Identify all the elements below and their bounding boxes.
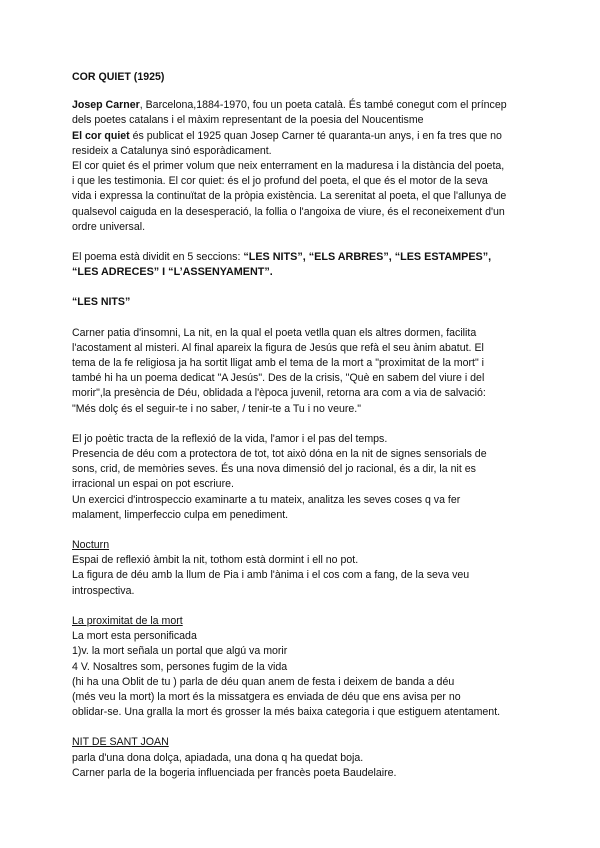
- nocturn-section: [72, 538, 540, 599]
- intro-line-1: [72, 98, 540, 113]
- paragraph-line: irracional un espai on pot escriure.: [72, 478, 234, 491]
- paragraph-line: morir",la presència de Déu, oblidada a l'època juvenil, retorna ara com a via de salvació:: [72, 387, 486, 400]
- sant-joan-heading: NIT DE SANT JOAN: [72, 736, 169, 749]
- paragraph-line: tema de la fe religiosa ja ha sortit lligat amb el tema de la mort a "proximitat de la mort" i: [72, 357, 485, 370]
- sections-prefix: El poema està dividit en 5 seccions:: [72, 251, 244, 264]
- paragraph-line: parla d'una dona dolça, apiadada, una dona q ha quedat boja.: [72, 751, 364, 764]
- intro-line-1-text: , Barcelona,1884-1970, fou un poeta català. És també conegut com el príncep: [139, 99, 507, 112]
- paragraph-line: (més veu la mort) la mort és la missatgera es enviada de déu que ens avisa per no: [72, 690, 461, 703]
- sections-list-1: “LES NITS”, “ELS ARBRES”, “LES ESTAMPES”,: [243, 251, 492, 264]
- sections-line-1: [72, 250, 540, 265]
- paragraph-line: malament, limperfeccio culpa em penediment.: [72, 508, 289, 521]
- sections-list-2: “LES ADRECES” I “L’ASSENYAMENT”.: [72, 266, 273, 279]
- intro-line-4: resideix a Catalunya sinó esporàdicament.: [72, 144, 272, 157]
- intro-para2-line: vida i expressa la continuïtat de la pròpia existència. La serenitat al poeta, el que l'allunya de: [72, 190, 507, 203]
- les-nits-heading: “LES NITS”: [72, 296, 131, 309]
- intro-para2-line: qualsevol caiguda en la desesperació, la follia o l'angoixa de viure, és el reconeixement d'un: [72, 205, 505, 218]
- paragraph-line: oblidar-se. Una gralla la mort és grosser la més baixa categoria i que estiguem atentament.: [72, 706, 501, 719]
- intro-para2-line: ordre universal.: [72, 220, 146, 233]
- intro-section: [72, 98, 540, 235]
- proximitat-heading: La proximitat de la mort: [72, 614, 183, 627]
- sant-joan-section: [72, 735, 540, 781]
- paragraph-line: (hi ha una Oblit de tu ) parla de déu quan anem de festa i deixem de banda a déu: [72, 675, 455, 688]
- paragraph-line: Presencia de déu com a protectora de tot, tot això dóna en la nit de signes sensorials de: [72, 448, 487, 461]
- paragraph-line: "Més dolç és el seguir-te i no saber, / tenir-te a Tu i no veure.": [72, 402, 361, 415]
- intro-line-3: [72, 129, 540, 144]
- paragraph-line: El jo poètic tracta de la reflexió de la vida, l'amor i el pas del temps.: [72, 432, 388, 445]
- paragraph-line: introspectiva.: [72, 584, 135, 597]
- paragraph-line: La figura de déu amb la llum de Pia i amb l'ànima i el cos com a fang, de la seva veu: [72, 569, 470, 582]
- intro-line-3-text: és publicat el 1925 quan Josep Carner té quaranta-un anys, i en fa tres que no: [129, 129, 502, 142]
- paragraph-line: l'acostament al misteri. Al final apareix la figura de Jesús que refà el seu ànim abatut. El: [72, 341, 484, 354]
- paragraph-line: sons, crid, de memòries seves. És una nova dimensió del jo racional, és a dir, la nit es: [72, 463, 476, 476]
- intro-para2-line: i que les testimonia. El cor quiet: és el jo profund del poeta, el que és el motor de la seva: [72, 175, 488, 188]
- paragraph-line: Un exercici d'introspeccio examinarte a tu mateix, analitza les seves coses q va fer: [72, 493, 461, 506]
- paragraph-line: La mort esta personificada: [72, 630, 197, 643]
- paragraph-line: Carner parla de la bogeria influenciada per francès poeta Baudelaire.: [72, 766, 397, 779]
- paragraph-line: 4 V. Nosaltres som, persones fugim de la vida: [72, 660, 288, 673]
- paragraph-line: Espai de reflexió àmbit la nit, tothom està dormint i ell no pot.: [72, 554, 359, 567]
- nocturn-heading: Nocturn: [72, 539, 110, 552]
- sections-intro: [72, 250, 540, 280]
- paragraph-line: 1)v. la mort señala un portal que algú va morir: [72, 645, 288, 658]
- paragraph-line: Carner patia d'insomni, La nit, en la qual el poeta vetlla quan els altres dormen, facilita: [72, 326, 477, 339]
- les-nits-para2: [72, 432, 540, 523]
- document-title: COR QUIET (1925): [72, 71, 165, 83]
- book-name: El cor quiet: [72, 129, 130, 142]
- proximitat-section: [72, 614, 540, 720]
- intro-para2-line: El cor quiet és el primer volum que neix enterrament en la maduresa i la distància del poeta,: [72, 160, 505, 173]
- intro-line-2: dels poetes catalans i el màxim representant de la poesia del Noucentisme: [72, 114, 424, 127]
- paragraph-line: també hi ha un poema dedicat "A Jesús". Des de la crisis, "Què en sabem del viure i del: [72, 372, 485, 385]
- author-name: Josep Carner: [72, 99, 140, 112]
- les-nits-para1: [72, 326, 540, 417]
